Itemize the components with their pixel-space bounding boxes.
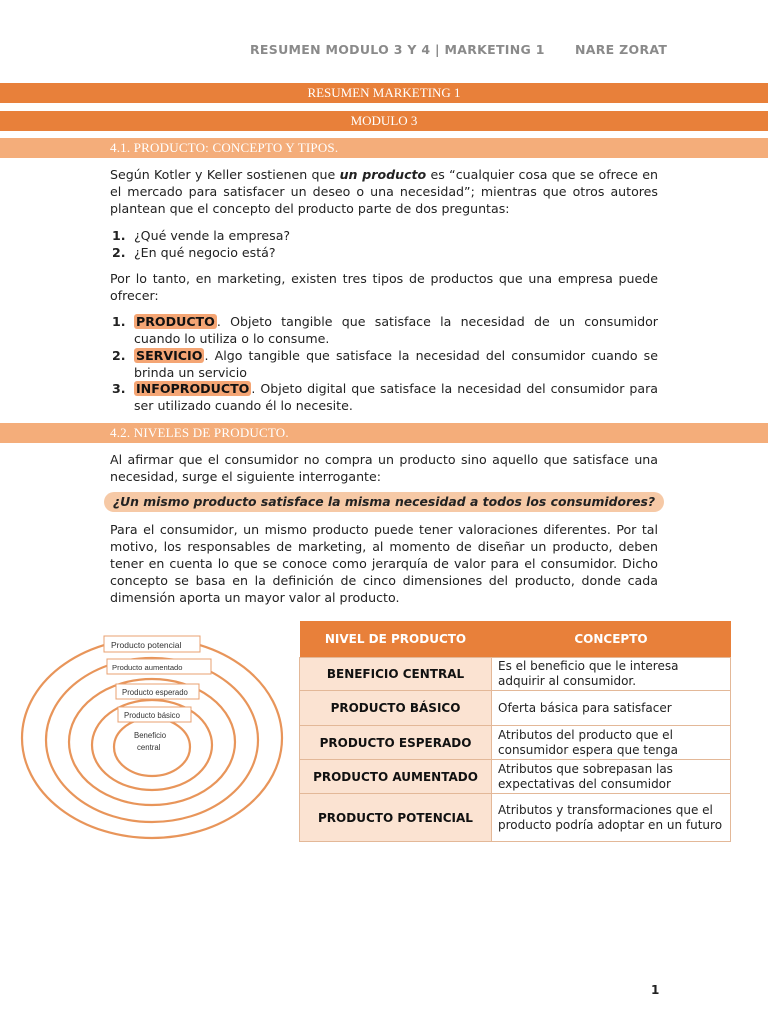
list-number: 2. [112, 348, 126, 363]
header-document-title: RESUMEN MODULO 3 Y 4 | MARKETING 1 [250, 42, 545, 57]
header-author: NARE ZORAT [575, 42, 668, 57]
question-text: ¿Qué vende la empresa? [134, 228, 291, 243]
section-heading-2: 4.2. NIVELES DE PRODUCTO. [0, 423, 768, 443]
question-text: ¿En qué negocio está? [134, 245, 276, 260]
product-levels-table [299, 621, 731, 842]
term-description: . Objeto tangible que satisface la necesidad de un consumidor cuando lo utiliza o lo consume. [134, 314, 658, 346]
term-description: . Objeto digital que satisface la necesidad del consumidor para ser utilizado cuando él lo necesite. [134, 381, 658, 413]
label-producto-aumentado: Producto aumentado [112, 663, 183, 672]
label-beneficio: Beneficio [134, 731, 167, 740]
table-row [300, 726, 731, 760]
term-highlight: PRODUCTO [136, 314, 215, 329]
section-heading-1: 4.1. PRODUCTO: CONCEPTO Y TIPOS. [0, 138, 768, 158]
intro-emphasis: un producto [339, 167, 427, 182]
list-number: 2. [112, 245, 126, 260]
question-callout: ¿Un mismo producto satisface la misma necesidad a todos los consumidores? [104, 492, 664, 512]
label-producto-potencial: Producto potencial [111, 640, 182, 650]
cell-concept: Oferta básica para satisfacer [492, 691, 731, 726]
term-description: . Algo tangible que satisface la necesidad del consumidor cuando se brinda un servicio [134, 348, 658, 380]
list-number: 1. [112, 228, 126, 243]
list-number: 3. [112, 381, 126, 396]
table-header-concepto: CONCEPTO [492, 621, 731, 658]
cell-level: PRODUCTO BÁSICO [300, 691, 492, 726]
table-row [300, 794, 731, 842]
term-highlight: SERVICIO [136, 348, 203, 363]
levels-body: Para el consumidor, un mismo producto puede tener valoraciones diferentes. Por tal motivo, los responsables de marketing, al momento de diseñar un producto, deben tener en cuenta lo que se conoce como jerarquía de valor para el consumidor. Dicho concepto se basa en la definición de cinco dimensiones del producto, donde cada dimensión aporta un mayor valor al producto. [110, 522, 658, 605]
term-highlight: INFOPRODUCTO [136, 381, 250, 396]
cell-concept: Atributos que sobrepasan las expectativas del consumidor [492, 760, 731, 794]
table-row [300, 691, 731, 726]
table-row [300, 658, 731, 691]
label-producto-esperado: Producto esperado [122, 688, 188, 697]
module-banner: MODULO 3 [0, 111, 768, 131]
list-number: 1. [112, 314, 126, 329]
intro-text-b: es “cualquier cosa que se ofrece en el mercado para satisfacer un deseo o una necesidad”; mientras que otros autores plantean que el concepto del producto parte de dos preguntas: [110, 167, 659, 216]
cell-level: PRODUCTO AUMENTADO [300, 760, 492, 794]
cell-level: PRODUCTO POTENCIAL [300, 794, 492, 842]
cell-concept: Es el beneficio que le interesa adquirir al consumidor. [492, 658, 731, 691]
label-producto-basico: Producto básico [124, 711, 180, 720]
product-levels-diagram [16, 626, 292, 840]
cell-concept: Atributos del producto que el consumidor espera que tenga [492, 726, 731, 760]
list-item [112, 313, 658, 347]
types-intro: Por lo tanto, en marketing, existen tres tipos de productos que una empresa puede ofrecer: [110, 271, 658, 303]
page-number: 1 [651, 983, 660, 997]
list-item [112, 244, 658, 261]
list-item [112, 227, 658, 244]
intro-paragraph [110, 166, 658, 217]
ring-aumentado [46, 658, 258, 822]
cell-concept: Atributos y transformaciones que el producto podría adoptar en un futuro [492, 794, 731, 842]
list-item [112, 347, 658, 381]
intro-text-a: Según Kotler y Keller sostienen que [110, 167, 340, 182]
table-row [300, 760, 731, 794]
levels-intro: Al afirmar que el consumidor no compra un producto sino aquello que satisface una necesidad, surge el siguiente interrogante: [110, 452, 658, 484]
title-banner: RESUMEN MARKETING 1 [0, 83, 768, 103]
label-central: central [137, 743, 161, 752]
cell-level: PRODUCTO ESPERADO [300, 726, 492, 760]
cell-level: BENEFICIO CENTRAL [300, 658, 492, 691]
table-header-nivel: NIVEL DE PRODUCTO [300, 621, 492, 658]
list-item [112, 380, 658, 414]
